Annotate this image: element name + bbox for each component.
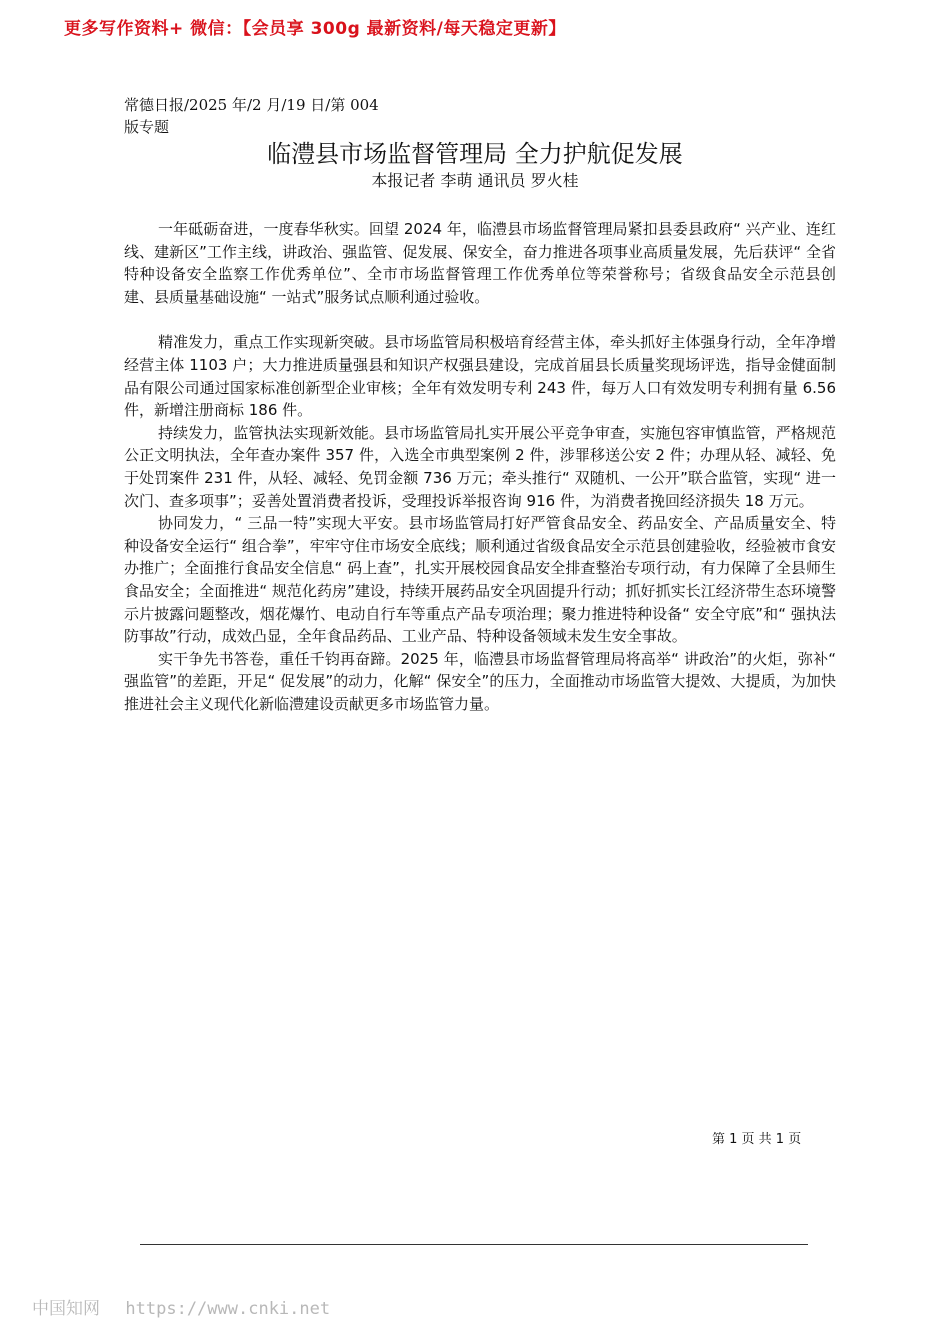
page-number: 第 1 页 共 1 页 <box>712 1132 802 1147</box>
watermark-brand: 中国知网 <box>32 1299 100 1319</box>
paragraph-intro: 一年砥砺奋进，一度春华秋实。回望 2024 年，临澧县市场监督管理局紧扣县委县政府“ 兴产业、连红线、建新区”工作主线，讲政治、强监管、促发展、保安全，奋力推进各项事业高质量发展，先后获评“ 全省特种设备安全监察工作优秀单位”、全市市场监督管理工作优秀单位等荣誉称号；省级食品安全示范县创建、县质量基础设施“ 一站式”服务试点顺利通过验收。 <box>124 220 836 306</box>
paragraph-enforcement: 持续发力，监管执法实现新效能。县市场监管局扎实开展公平竞争审查，实施包容审慎监管，严格规范公正文明执法，全年查办案件 357 件，入选全市典型案例 2 件，涉罪移送公安 2 件；办理从轻、减轻、免于处罚案件 231 件，从轻、减轻、免罚金额 736 万元；牵头推行“ 双随机、一公开”联合监管，实现“ 进一次门、查多项事”；妥善处置消费者投诉，受理投诉举报咨询 916 件，为消费者挽回经济损失 18 万元。 <box>124 423 836 510</box>
paragraph-safety: 协同发力，“ 三品一特”实现大平安。县市场监管局打好严管食品安全、药品安全、产品质量安全、特种设备安全运行“ 组合拳”，牢牢守住市场安全底线；顺利通过省级食品安全示范县创建验收，经验被市食安办推广；全面推行食品安全信息“ 码上查”，扎实开展校园食品安全排查整治专项行动，有力保障了全县师生食品安全；全面推进“ 规范化药房”建设，持续开展药品安全巩固提升行动；抓好抓实长江经济带生态环境警示片披露问题整改，烟花爆竹、电动自行车等重点产品专项治理；聚力推进特种设备“ 安全守底”和“ 强执法防事故”行动，成效凸显，全年食品药品、工业产品、特种设备领域未发生安全事故。 <box>124 514 836 646</box>
article-byline: 本报记者 李萌 通讯员 罗火桂 <box>371 171 579 190</box>
article-body <box>124 218 836 715</box>
article-title: 临澧县市场监督管理局 全力护航促发展 <box>267 140 683 168</box>
paragraph-conclusion: 实干争先书答卷，重任千钧再奋蹄。2025 年，临澧县市场监督管理局将高举“ 讲政治”的火炬，弥补“ 强监管”的差距，开足“ 促发展”的动力，化解“ 保安全”的压力，全面推动市场监管大提效、大提质，为加快推进社会主义现代化新临澧建设贡献更多市场监管力量。 <box>124 649 836 713</box>
source-citation: 常德日报/2025 年/2 月/19 日/第 004 版专题 <box>124 96 379 136</box>
watermark-url: https://www.cnki.net <box>125 1299 331 1319</box>
footer-divider <box>140 1244 808 1245</box>
paragraph-precision: 精准发力，重点工作实现新突破。县市场监管局积极培育经营主体，牵头抓好主体强身行动，全年净增经营主体 1103 户；大力推进质量强县和知识产权强县建设，完成首届县长质量奖现场评选，指导金健面制品有限公司通过国家标准创新型企业审核；全年有效发明专利 243 件，每万人口有效发明专利拥有量 6.56 件，新增注册商标 186 件。 <box>124 333 836 420</box>
cnki-watermark <box>32 1294 330 1319</box>
promo-banner: 更多写作资料+ 微信：【会员享 300g 最新资料/每天稳定更新】 <box>64 19 566 39</box>
